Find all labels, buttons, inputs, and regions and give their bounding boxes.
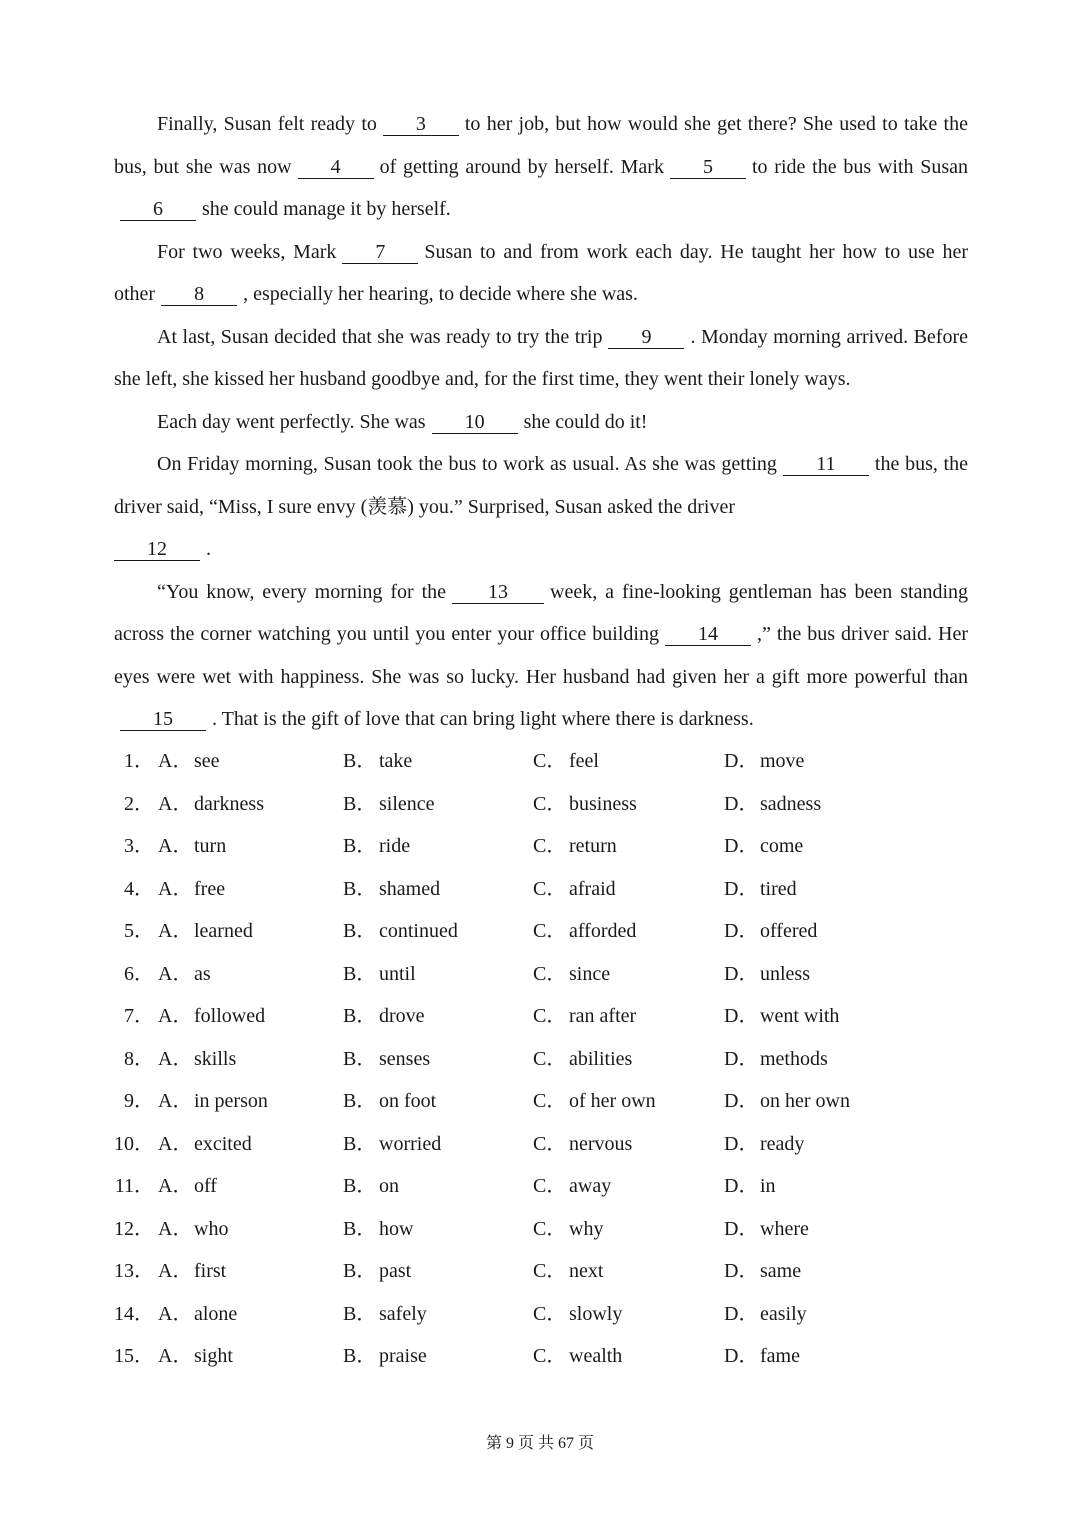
text-span: , especially her hearing, to decide where she was.: [243, 283, 638, 305]
choice-text: see: [194, 750, 220, 772]
choice-letter: D．: [724, 1175, 759, 1197]
choice-letter: D．: [724, 920, 759, 942]
choice-letter: B．: [343, 1302, 377, 1325]
choice-text: next: [569, 1260, 604, 1282]
choice-c: [533, 1208, 603, 1251]
choice-letter: B．: [343, 835, 377, 857]
choice-text: in person: [194, 1090, 268, 1112]
choice-text: away: [569, 1175, 612, 1197]
option-row: [114, 825, 974, 868]
choice-d: [724, 1080, 850, 1123]
choice-b: [343, 1250, 411, 1293]
question-number: 10．: [114, 1132, 154, 1155]
paragraph-1: [114, 103, 968, 231]
choice-text: of her own: [569, 1090, 656, 1112]
choice-letter: D．: [724, 1005, 759, 1027]
choice-text: praise: [379, 1345, 427, 1367]
choice-letter: C．: [533, 1005, 567, 1027]
choice-b: [343, 1165, 399, 1208]
page-footer: 第 9 页 共 67 页: [485, 1435, 594, 1452]
choice-text: sadness: [760, 792, 822, 815]
choice-c: [533, 783, 637, 826]
question-number: 2．: [124, 792, 154, 815]
text-span: For two weeks, Mark: [157, 240, 337, 263]
choice-letter: C．: [533, 835, 567, 857]
choice-text: drove: [379, 1005, 425, 1027]
choice-letter: C．: [533, 1132, 567, 1155]
choice-letter: A．: [158, 835, 193, 857]
choice-text: learned: [194, 920, 253, 942]
choice-text: darkness: [194, 792, 264, 815]
choice-c: [533, 1335, 622, 1378]
blank-8: 8: [161, 283, 237, 306]
blank-11: 11: [783, 453, 869, 476]
choice-c: [533, 1080, 656, 1123]
choice-text: as: [194, 962, 211, 985]
choice-letter: B．: [343, 1090, 377, 1112]
choice-letter: B．: [343, 1047, 377, 1070]
choice-b: [343, 740, 412, 783]
choice-d: [724, 740, 804, 783]
question-number: 11．: [114, 1175, 154, 1197]
choice-letter: B．: [343, 792, 377, 815]
choice-text: easily: [760, 1302, 807, 1325]
option-row: [114, 740, 974, 783]
option-row: [114, 910, 974, 953]
choice-letter: D．: [724, 1090, 759, 1112]
choice-text: alone: [194, 1302, 238, 1325]
text-span: At last, Susan decided that she was ready to try the trip: [157, 325, 603, 348]
choice-text: in: [760, 1175, 776, 1197]
choice-c: [533, 910, 636, 953]
choice-b: [343, 1293, 427, 1336]
choice-text: methods: [760, 1047, 828, 1070]
choice-letter: D．: [724, 1217, 759, 1240]
choice-letter: A．: [158, 792, 193, 815]
choice-text: return: [569, 835, 617, 857]
question-number: 15．: [114, 1345, 154, 1367]
question-number: 7．: [124, 1005, 154, 1027]
choice-text: on: [379, 1175, 399, 1197]
choice-letter: A．: [158, 877, 193, 900]
blank-5: 5: [670, 156, 746, 179]
question-number: 1．: [124, 750, 154, 772]
choice-letter: C．: [533, 1302, 567, 1325]
text-span: of getting around by herself. Mark: [379, 155, 664, 178]
choice-text: abilities: [569, 1047, 633, 1070]
choice-a: [158, 1123, 252, 1166]
choice-letter: B．: [343, 1175, 377, 1197]
paragraph-5-end: [114, 528, 968, 571]
choice-d: [724, 825, 803, 868]
choice-a: [158, 1250, 226, 1293]
choice-text: take: [379, 750, 413, 772]
option-row: [114, 1293, 974, 1336]
choice-text: nervous: [569, 1132, 633, 1155]
text-span: Finally, Susan felt ready to: [157, 113, 377, 135]
question-number: 12．: [114, 1217, 154, 1240]
choice-d: [724, 953, 810, 996]
choice-letter: D．: [724, 877, 759, 900]
choice-text: feel: [569, 750, 599, 772]
text-span: to her job, but how would she get there? She used to take the bus, but she was now: [114, 113, 968, 178]
option-row: [114, 953, 974, 996]
choice-letter: A．: [158, 1175, 193, 1197]
choice-letter: A．: [158, 1005, 193, 1027]
choice-d: [724, 1038, 828, 1081]
choice-text: how: [379, 1217, 414, 1240]
paragraph-3: [114, 316, 968, 401]
question-number: 6．: [124, 962, 154, 985]
choice-letter: C．: [533, 1217, 567, 1240]
choice-b: [343, 1080, 436, 1123]
text-span: she could manage it by herself.: [202, 198, 451, 220]
choice-letter: A．: [158, 1047, 193, 1070]
choice-letter: C．: [533, 1090, 567, 1112]
text-span: Each day went perfectly. She was: [157, 410, 426, 433]
choice-text: free: [194, 877, 226, 900]
choice-letter: D．: [724, 1047, 759, 1070]
choice-letter: B．: [343, 1345, 377, 1367]
choice-text: until: [379, 962, 416, 985]
choice-letter: A．: [158, 920, 193, 942]
choice-letter: D．: [724, 962, 759, 985]
choice-b: [343, 953, 416, 996]
choice-letter: B．: [343, 962, 377, 985]
choice-text: turn: [194, 835, 227, 857]
choice-c: [533, 1038, 632, 1081]
choice-letter: A．: [158, 750, 193, 772]
choice-letter: C．: [533, 1260, 567, 1282]
choice-text: move: [760, 750, 805, 772]
choice-a: [158, 783, 264, 826]
choice-letter: D．: [724, 1260, 759, 1282]
choice-a: [158, 995, 265, 1038]
blank-10: 10: [432, 411, 518, 434]
question-number: 8．: [124, 1047, 154, 1070]
choice-c: [533, 995, 636, 1038]
choice-d: [724, 1208, 809, 1251]
option-row: [114, 783, 974, 826]
choice-letter: A．: [158, 1132, 193, 1155]
choice-letter: A．: [158, 1217, 193, 1240]
choice-letter: D．: [724, 835, 759, 857]
blank-15: 15: [120, 708, 206, 731]
choice-text: ride: [379, 835, 411, 857]
question-number: 5．: [124, 920, 154, 942]
option-row: [114, 1335, 974, 1378]
choice-b: [343, 1038, 430, 1081]
choice-letter: D．: [724, 1302, 759, 1325]
answer-options: [114, 740, 974, 1378]
choice-letter: B．: [343, 877, 377, 900]
blank-4: 4: [298, 156, 374, 179]
choice-letter: B．: [343, 1260, 377, 1282]
choice-text: senses: [379, 1047, 431, 1070]
choice-d: [724, 1335, 800, 1378]
choice-letter: D．: [724, 1345, 759, 1367]
option-row: [114, 1165, 974, 1208]
choice-text: tired: [760, 877, 797, 900]
choice-letter: C．: [533, 792, 567, 815]
choice-text: silence: [379, 792, 435, 815]
choice-text: where: [760, 1217, 809, 1240]
option-row: [114, 868, 974, 911]
option-row: [114, 1250, 974, 1293]
choice-d: [724, 910, 817, 953]
choice-d: [724, 1165, 776, 1208]
choice-d: [724, 1250, 801, 1293]
choice-text: who: [194, 1217, 229, 1240]
blank-9: 9: [608, 326, 684, 349]
choice-a: [158, 1038, 236, 1081]
choice-c: [533, 1293, 622, 1336]
choice-letter: A．: [158, 1302, 193, 1325]
choice-letter: D．: [724, 750, 759, 772]
choice-b: [343, 825, 410, 868]
paragraph-5: [114, 443, 968, 528]
question-number: 13．: [114, 1260, 154, 1282]
choice-text: excited: [194, 1132, 252, 1155]
choice-a: [158, 1293, 237, 1336]
choice-a: [158, 868, 225, 911]
choice-letter: D．: [724, 792, 759, 815]
choice-text: ran after: [569, 1005, 637, 1027]
choice-letter: D．: [724, 1132, 759, 1155]
choice-letter: C．: [533, 1175, 567, 1197]
question-number: 14．: [114, 1302, 154, 1325]
choice-text: come: [760, 835, 804, 857]
choice-text: continued: [379, 920, 458, 942]
choice-a: [158, 825, 226, 868]
choice-a: [158, 1335, 233, 1378]
option-row: [114, 1208, 974, 1251]
choice-text: on her own: [760, 1090, 850, 1112]
choice-text: same: [760, 1260, 802, 1282]
choice-d: [724, 783, 821, 826]
choice-letter: B．: [343, 1217, 377, 1240]
blank-13: 13: [452, 581, 544, 604]
choice-text: ready: [760, 1132, 805, 1155]
choice-text: slowly: [569, 1302, 623, 1325]
blank-3: 3: [383, 113, 459, 136]
choice-text: fame: [760, 1345, 800, 1367]
choice-text: shamed: [379, 877, 441, 900]
choice-text: sight: [194, 1345, 233, 1367]
choice-text: why: [569, 1217, 604, 1240]
choice-text: safely: [379, 1302, 427, 1325]
choice-b: [343, 783, 435, 826]
choice-letter: C．: [533, 920, 567, 942]
choice-b: [343, 1123, 441, 1166]
choice-text: first: [194, 1260, 227, 1282]
choice-letter: A．: [158, 1345, 193, 1367]
choice-letter: B．: [343, 1005, 377, 1027]
choice-text: since: [569, 962, 611, 985]
choice-letter: B．: [343, 1132, 377, 1155]
choice-text: wealth: [569, 1345, 623, 1367]
option-row: [114, 1123, 974, 1166]
choice-d: [724, 868, 797, 911]
choice-c: [533, 1123, 632, 1166]
choice-letter: C．: [533, 1047, 567, 1070]
paragraph-2: [114, 231, 968, 316]
blank-7: 7: [342, 241, 418, 264]
choice-b: [343, 1335, 427, 1378]
choice-a: [158, 1165, 217, 1208]
question-number: 9．: [124, 1090, 154, 1112]
choice-c: [533, 740, 599, 783]
text-span: . That is the gift of love that can bring light where there is darkness.: [212, 708, 754, 730]
choice-text: business: [569, 792, 637, 815]
choice-c: [533, 825, 617, 868]
choice-d: [724, 995, 839, 1038]
text-span: “You know, every morning for the: [157, 580, 447, 603]
choice-letter: A．: [158, 1260, 193, 1282]
text-span: On Friday morning, Susan took the bus to work as usual. As she was getting: [157, 453, 777, 475]
choice-letter: A．: [158, 962, 193, 985]
option-row: [114, 995, 974, 1038]
choice-text: afforded: [569, 920, 637, 942]
choice-b: [343, 910, 458, 953]
option-row: [114, 1038, 974, 1081]
text-span: Susan to and from work each day. He taught her how to use her other: [114, 240, 968, 305]
choice-a: [158, 1208, 228, 1251]
text-span: she could do it!: [523, 410, 648, 433]
choice-c: [533, 868, 616, 911]
choice-a: [158, 1080, 268, 1123]
text-span: the bus, the driver said, “Miss, I sure envy (羡慕) you.” Surprised, Susan asked the driver: [114, 453, 968, 518]
choice-letter: C．: [533, 962, 567, 985]
choice-text: unless: [760, 962, 810, 985]
choice-b: [343, 995, 425, 1038]
choice-text: worried: [379, 1132, 442, 1155]
choice-c: [533, 1250, 603, 1293]
choice-letter: B．: [343, 920, 377, 942]
text-span: .: [206, 538, 211, 560]
choice-d: [724, 1293, 807, 1336]
choice-letter: C．: [533, 1345, 567, 1367]
choice-a: [158, 740, 220, 783]
choice-text: went with: [760, 1005, 840, 1027]
choice-letter: A．: [158, 1090, 193, 1112]
option-row: [114, 1080, 974, 1123]
text-span: to ride the bus with Susan: [751, 155, 968, 178]
blank-14: 14: [665, 623, 751, 646]
choice-text: on foot: [379, 1090, 437, 1112]
choice-a: [158, 953, 211, 996]
question-number: 3．: [124, 835, 154, 857]
choice-text: skills: [194, 1047, 237, 1070]
choice-text: offered: [760, 920, 818, 942]
choice-letter: C．: [533, 750, 567, 772]
paragraph-4: [114, 401, 968, 444]
choice-a: [158, 910, 253, 953]
choice-text: afraid: [569, 877, 616, 900]
choice-text: past: [379, 1260, 412, 1282]
choice-b: [343, 1208, 413, 1251]
text-span: . Monday morning arrived. Before she left, she kissed her husband goodbye and, for the first time, they went their lonely ways.: [114, 325, 968, 390]
question-number: 4．: [124, 877, 154, 900]
choice-letter: C．: [533, 877, 567, 900]
text-span: ,” the bus driver said. Her eyes were wet with happiness. She was so lucky. Her husband had given her a gift more powerful than: [114, 623, 968, 688]
choice-b: [343, 868, 440, 911]
choice-letter: B．: [343, 750, 377, 772]
choice-text: followed: [194, 1005, 266, 1027]
choice-text: off: [194, 1175, 217, 1197]
paragraph-6: [114, 571, 968, 741]
text-span: week, a fine-looking gentleman has been standing across the corner watching you until you enter your office building: [114, 580, 969, 645]
choice-d: [724, 1123, 804, 1166]
cloze-passage: [114, 103, 968, 741]
choice-c: [533, 953, 610, 996]
blank-12: 12: [114, 538, 200, 561]
choice-c: [533, 1165, 611, 1208]
blank-6: 6: [120, 198, 196, 221]
